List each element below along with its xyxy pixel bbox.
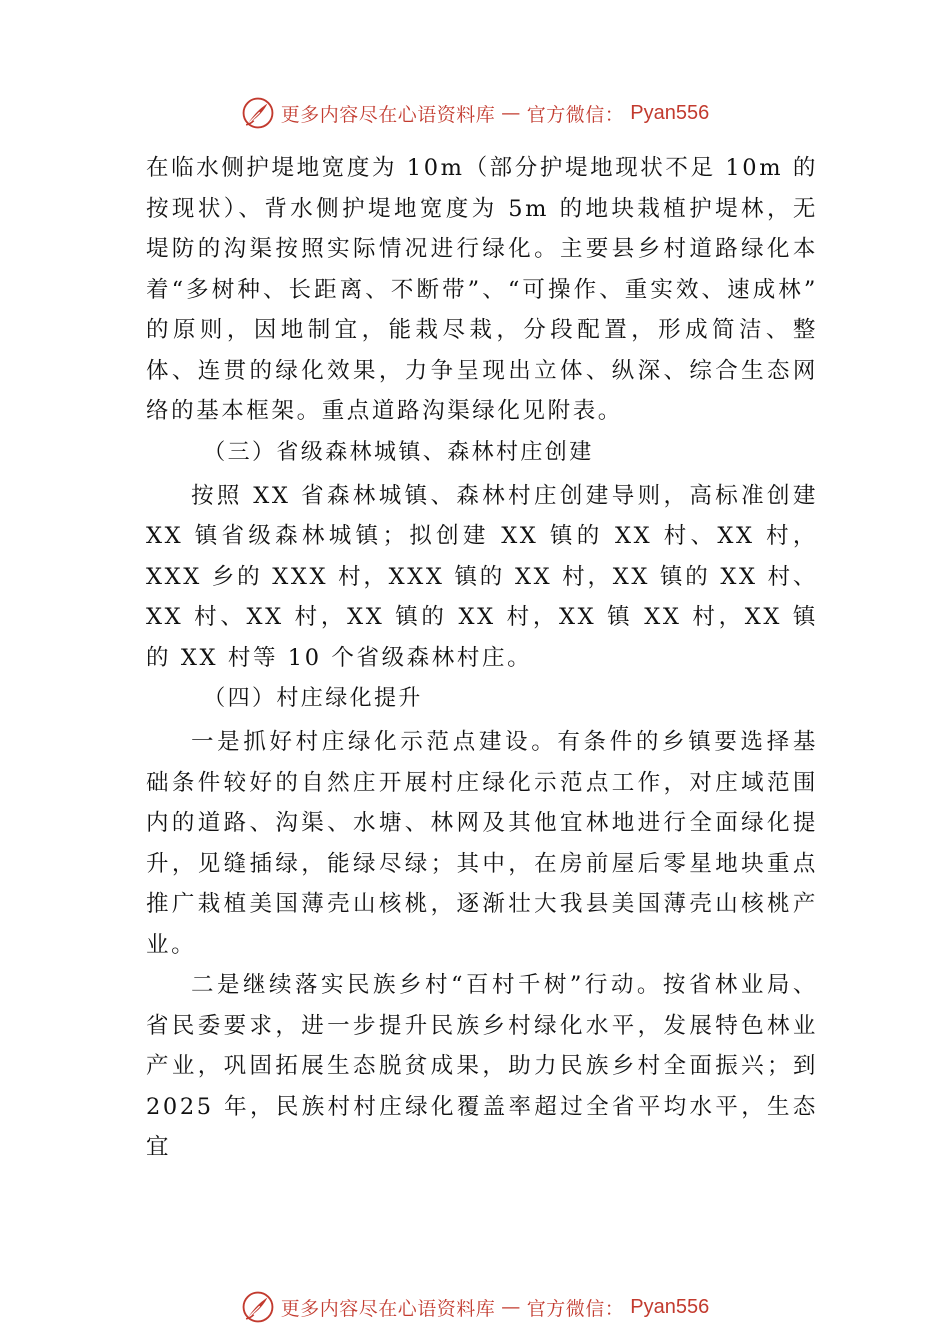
watermark-main-text: 更多内容尽在心语资料库 xyxy=(280,1297,496,1320)
watermark-wechat-handle: Pyan556 xyxy=(630,1295,710,1318)
watermark-wechat-label: 官方微信： xyxy=(526,1297,625,1320)
paragraph-forest-towns: 按照 XX 省森林城镇、森林村庄创建导则，高标准创建 XX 镇省级森林城镇；拟创建 XX 镇的 XX 村、XX 村，XXX 乡的 XXX 村，XXX 镇的 XX 村，XX 镇的 XX 村、XX 村、XX 村，XX 镇的 XX 村，XX 镇 XX 村，XX 镇的 XX 村等 10 个省级森林村庄。 xyxy=(146,482,818,671)
paragraph-ethnic-villages: 二是继续落实民族乡村“百村千树”行动。按省林业局、省民委要求，进一步提升民族乡村绿化水平，发展特色林业产业，巩固拓展生态脱贫成果，助力民族乡村全面振兴；到 2025 年，民族村村庄绿化覆盖率超过全省平均水平，生态宜 xyxy=(146,972,818,1160)
paragraph-embankment-continued: 在临水侧护堤地宽度为 10m（部分护堤地现状不足 10m 的按现状）、背水侧护堤地宽度为 5m 的地块栽植护堤林，无堤防的沟渠按照实际情况进行绿化。主要县乡村道路绿化本着“多树种、长距离、不断带”、“可操作、重实效、速成林” 的原则，因地制宜，能栽尽栽，分段配置，形成简洁、整体、连贯的绿化效果，力争呈现出立体、纵深、综合生态网络的基本框架。重点道路沟渠绿化见附表。 xyxy=(146,155,818,424)
watermark-dash: — xyxy=(501,102,521,124)
document-body xyxy=(146,148,818,1168)
watermark-dash: — xyxy=(501,1296,521,1318)
section-heading-4: （四）村庄绿化提升 xyxy=(203,686,423,711)
quill-logo-icon xyxy=(241,1290,275,1324)
section-heading-3: （三）省级森林城镇、森林村庄创建 xyxy=(203,439,594,465)
watermark-wechat-handle: Pyan556 xyxy=(630,101,710,124)
footer-watermark xyxy=(0,1290,950,1324)
watermark-wechat-label: 官方微信： xyxy=(526,103,625,126)
quill-logo-icon xyxy=(241,96,275,130)
paragraph-village-demo: 一是抓好村庄绿化示范点建设。有条件的乡镇要选择基础条件较好的自然庄开展村庄绿化示范点工作，对庄域范围内的道路、沟渠、水塘、林网及其他宜林地进行全面绿化提升，见缝插绿，能绿尽绿；其中，在房前屋后零星地块重点推广栽植美国薄壳山核桃，逐渐壮大我县美国薄壳山核桃产业。 xyxy=(146,729,818,958)
watermark-main-text: 更多内容尽在心语资料库 xyxy=(280,103,496,126)
header-watermark xyxy=(0,96,950,130)
